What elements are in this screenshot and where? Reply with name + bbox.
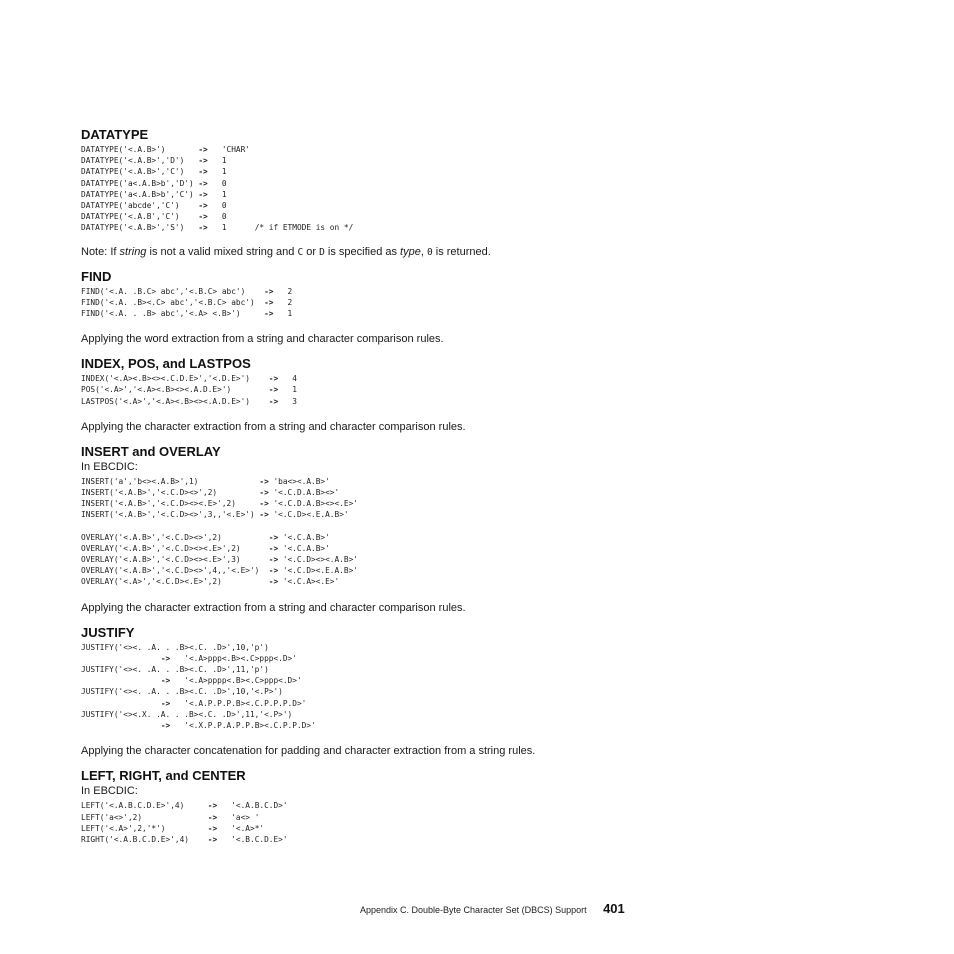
rule-paragraph: Applying the character extraction from a string and character comparison rules.: [81, 420, 466, 433]
code-result: '<.A>ppp<.B><.C>ppp<.D>': [170, 653, 297, 663]
arrow-operator: ->: [268, 374, 279, 384]
code-expression: JUSTIFY('<><. .A. . .B><.C. .D>',10,'p'): [81, 642, 269, 652]
code-line: [81, 190, 227, 199]
code-expression: DATATYPE('<.A.B','C'): [81, 212, 199, 222]
code-result: 4: [278, 374, 297, 384]
code-result: 1: [278, 385, 297, 395]
code-line: [81, 201, 227, 210]
arrow-operator: ->: [198, 189, 208, 199]
arrow-operator: ->: [160, 698, 171, 708]
section-heading: LEFT, RIGHT, and CENTER: [81, 768, 246, 784]
arrow-operator: ->: [160, 676, 171, 686]
section-heading: JUSTIFY: [81, 624, 135, 640]
code-result: '<.C.D><.E.A.B>': [278, 566, 358, 576]
code-result: 1: [207, 167, 227, 177]
code-expression: INSERT('<.A.B>','<.C.D><><.E>',2): [81, 499, 260, 509]
code-expression: RIGHT('<.A.B.C.D.E>',4): [81, 834, 208, 844]
section-insert-overlay: [81, 444, 901, 615]
code-result: '<.A>pppp<.B><.C>ppp<.D>': [170, 676, 302, 686]
code-line: [81, 643, 269, 652]
code-line: [81, 721, 316, 730]
code-result: 'ba<><.A.B>': [268, 476, 330, 486]
code-expression: DATATYPE('<.A.B>','D'): [81, 156, 199, 166]
code-expression: OVERLAY('<.A>','<.C.D><.E>',2): [81, 577, 269, 587]
code-line: [81, 699, 306, 708]
code-line: [81, 499, 358, 508]
arrow-operator: ->: [198, 178, 208, 188]
arrow-operator: ->: [268, 532, 279, 542]
section-datatype: [81, 127, 901, 259]
rule-paragraph: Applying the word extraction from a string and character comparison rules.: [81, 333, 444, 346]
code-expression: DATATYPE('a<.A.B>b','C'): [81, 189, 199, 199]
note-text: is returned.: [432, 245, 491, 258]
code-line: [81, 510, 349, 519]
code-result: 0: [207, 201, 227, 211]
code-expression: INDEX('<.A><.B><><.C.D.E>','<.D.E>'): [81, 374, 269, 384]
section-justify: [81, 625, 901, 759]
code-expression: JUSTIFY('<><.X. .A. . .B><.C. .D>',11,'<.P>'): [81, 709, 293, 719]
arrow-operator: ->: [264, 286, 274, 296]
code-line: [81, 824, 264, 833]
arrow-operator: ->: [268, 543, 279, 553]
arrow-operator: ->: [268, 385, 279, 395]
code-result: '<.A.B.C.D>': [217, 801, 288, 811]
spacer: [81, 615, 901, 625]
code-result: 2: [273, 286, 293, 296]
code-result: '<.A.P.P.P.B><.C.P.P.P.D>': [170, 698, 307, 708]
code-expression: OVERLAY('<.A.B>','<.C.D><><.E>',2): [81, 543, 269, 553]
code-line: [81, 687, 283, 696]
code-expression: OVERLAY('<.A.B>','<.C.D><><.E>',3): [81, 555, 269, 565]
arrow-operator: ->: [198, 201, 208, 211]
note-term: type: [400, 245, 421, 258]
code-line: [81, 654, 297, 663]
code-result: '<.C.D.A.B><><.E>': [268, 499, 358, 509]
arrow-operator: ->: [259, 499, 269, 509]
note-text: ,: [420, 245, 427, 258]
arrow-operator: ->: [259, 510, 269, 520]
arrow-operator: ->: [198, 156, 208, 166]
arrow-operator: ->: [268, 396, 279, 406]
footer-text: Appendix C. Double-Byte Character Set (DBCS) Support: [360, 905, 587, 915]
code-expression: [81, 699, 161, 708]
code-result: '<.C.D><.E.A.B>': [268, 510, 349, 520]
spacer: [81, 434, 901, 444]
code-example: [81, 476, 901, 521]
spacer: [81, 346, 901, 356]
code-example: [81, 800, 901, 845]
code-expression: OVERLAY('<.A.B>','<.C.D><>',4,,'<.E>'): [81, 566, 269, 576]
code-result: '<.C.A><.E>': [278, 577, 340, 587]
code-line: [81, 835, 288, 844]
arrow-operator: ->: [268, 555, 279, 565]
section-find: [81, 269, 901, 347]
code-result: 3: [278, 396, 297, 406]
code-result: '<.B.C.D.E>': [217, 834, 288, 844]
arrow-operator: ->: [264, 297, 274, 307]
code-line: [81, 477, 330, 486]
code-example: [81, 373, 901, 407]
code-line: [81, 801, 288, 810]
section-heading: INDEX, POS, and LASTPOS: [81, 356, 251, 372]
code-line: [81, 223, 353, 232]
code-example: [81, 144, 901, 234]
code-result: 1: [207, 189, 227, 199]
code-example: [81, 642, 901, 732]
code-expression: DATATYPE('abcde','C'): [81, 201, 199, 211]
code-expression: INSERT('<.A.B>','<.C.D><>',3,,'<.E>'): [81, 510, 260, 520]
section-heading: DATATYPE: [81, 127, 149, 142]
code-line: [81, 385, 297, 394]
page-content: [81, 127, 901, 845]
section-heading: INSERT and OVERLAY: [81, 443, 221, 459]
code-expression: DATATYPE('<.A.B>','C'): [81, 167, 199, 177]
code-line: [81, 665, 269, 674]
code-result: 0: [207, 178, 227, 188]
code-example: [81, 532, 901, 588]
code-expression: LEFT('a<>',2): [81, 812, 208, 822]
code-line: [81, 298, 292, 307]
code-line: [81, 212, 227, 221]
code-expression: DATATYPE('a<.A.B>b','D'): [81, 178, 199, 188]
code-result: '<.X.P.P.A.P.P.B><.C.P.P.D>': [170, 721, 316, 731]
arrow-operator: ->: [264, 309, 274, 319]
code-result: '<.C.D.A.B><>': [268, 488, 340, 498]
code-expression: LASTPOS('<.A>','<.A><.B><><.A.D.E>'): [81, 396, 269, 406]
arrow-operator: ->: [198, 212, 208, 222]
code-line: [81, 397, 297, 406]
code-expression: FIND('<.A. .B.C> abc','<.B.C> abc'): [81, 286, 265, 296]
arrow-operator: ->: [259, 476, 269, 486]
code-line: [81, 145, 250, 154]
code-result: 1: [207, 156, 227, 166]
note-code: D: [319, 246, 325, 258]
code-expression: INSERT('a','b<><.A.B>',1): [81, 476, 260, 486]
arrow-operator: ->: [160, 653, 171, 663]
arrow-operator: ->: [207, 823, 218, 833]
code-line: [81, 179, 227, 188]
code-expression: POS('<.A>','<.A><.B><><.A.D.E>'): [81, 385, 269, 395]
arrow-operator: ->: [207, 812, 218, 822]
arrow-operator: ->: [198, 145, 208, 154]
page-number: 401: [603, 901, 625, 916]
code-expression: LEFT('<.A>',2,'*'): [81, 823, 208, 833]
code-line: [81, 156, 227, 165]
arrow-operator: ->: [198, 223, 208, 233]
code-result: 'a<> ': [217, 812, 260, 822]
section-heading: FIND: [81, 268, 112, 284]
subheading: In EBCDIC:: [81, 460, 138, 473]
arrow-operator: ->: [259, 488, 269, 498]
note-text: or: [303, 245, 320, 258]
spacer: [81, 259, 901, 269]
arrow-operator: ->: [198, 167, 208, 177]
code-expression: LEFT('<.A.B.C.D.E>',4): [81, 801, 208, 811]
spacer: [81, 758, 901, 768]
code-line: [81, 544, 330, 553]
note-code: C: [297, 246, 304, 258]
code-result: '<.C.A.B>': [278, 543, 330, 553]
code-expression: [81, 721, 161, 730]
code-line: [81, 374, 297, 383]
rule-paragraph: Applying the character extraction from a string and character comparison rules.: [81, 601, 466, 614]
code-expression: INSERT('<.A.B>','<.C.D><>',2): [81, 488, 260, 498]
section-left-right-center: [81, 768, 901, 845]
note-text: is specified as: [324, 245, 401, 258]
code-result: 0: [207, 212, 227, 222]
code-expression: DATATYPE('<.A.B>'): [81, 145, 199, 154]
note-term: string: [119, 245, 147, 258]
arrow-operator: ->: [207, 801, 218, 811]
code-line: [81, 813, 259, 822]
code-example: [81, 286, 901, 320]
code-line: [81, 710, 292, 719]
code-line: [81, 488, 339, 497]
code-expression: [81, 654, 161, 663]
arrow-operator: ->: [268, 577, 279, 587]
arrow-operator: ->: [207, 834, 218, 844]
code-expression: [81, 676, 161, 685]
rule-paragraph: Applying the character concatenation for padding and character extraction from a string rules.: [81, 745, 536, 758]
code-result: 'CHAR': [207, 145, 250, 154]
note-text: is not a valid mixed string and: [146, 245, 298, 258]
code-result: '<.C.A.B>': [278, 532, 330, 542]
code-line: [81, 676, 302, 685]
arrow-operator: ->: [268, 566, 279, 576]
code-line: [81, 555, 358, 564]
code-expression: FIND('<.A. .B><.C> abc','<.B.C> abc'): [81, 297, 265, 307]
code-result: '<.A>*': [217, 823, 265, 833]
page-footer: [360, 900, 920, 918]
code-result: '<.C.D><><.A.B>': [278, 555, 358, 565]
section-index-pos-lastpos: [81, 356, 901, 434]
code-line: [81, 577, 339, 586]
note-paragraph: [81, 246, 901, 259]
code-result: 2: [273, 297, 293, 307]
code-line: [81, 566, 358, 575]
note-text: Note: If: [81, 245, 120, 258]
note-code: 0: [426, 246, 433, 258]
code-expression: JUSTIFY('<><. .A. . .B><.C. .D>',10,'<.P>'): [81, 687, 283, 697]
code-line: [81, 309, 292, 318]
code-line: [81, 287, 292, 296]
code-expression: OVERLAY('<.A.B>','<.C.D><>',2): [81, 532, 269, 542]
code-result: 1 /* if ETMODE is on */: [207, 223, 354, 233]
code-line: [81, 167, 227, 176]
code-expression: JUSTIFY('<><. .A. . .B><.C. .D>',11,'p'): [81, 665, 269, 675]
code-result: 1: [273, 309, 293, 319]
subheading: In EBCDIC:: [81, 785, 138, 798]
code-expression: DATATYPE('<.A.B>','S'): [81, 223, 199, 233]
arrow-operator: ->: [160, 721, 171, 731]
code-expression: FIND('<.A. . .B> abc','<.A> <.B>'): [81, 309, 265, 319]
code-line: [81, 533, 330, 542]
